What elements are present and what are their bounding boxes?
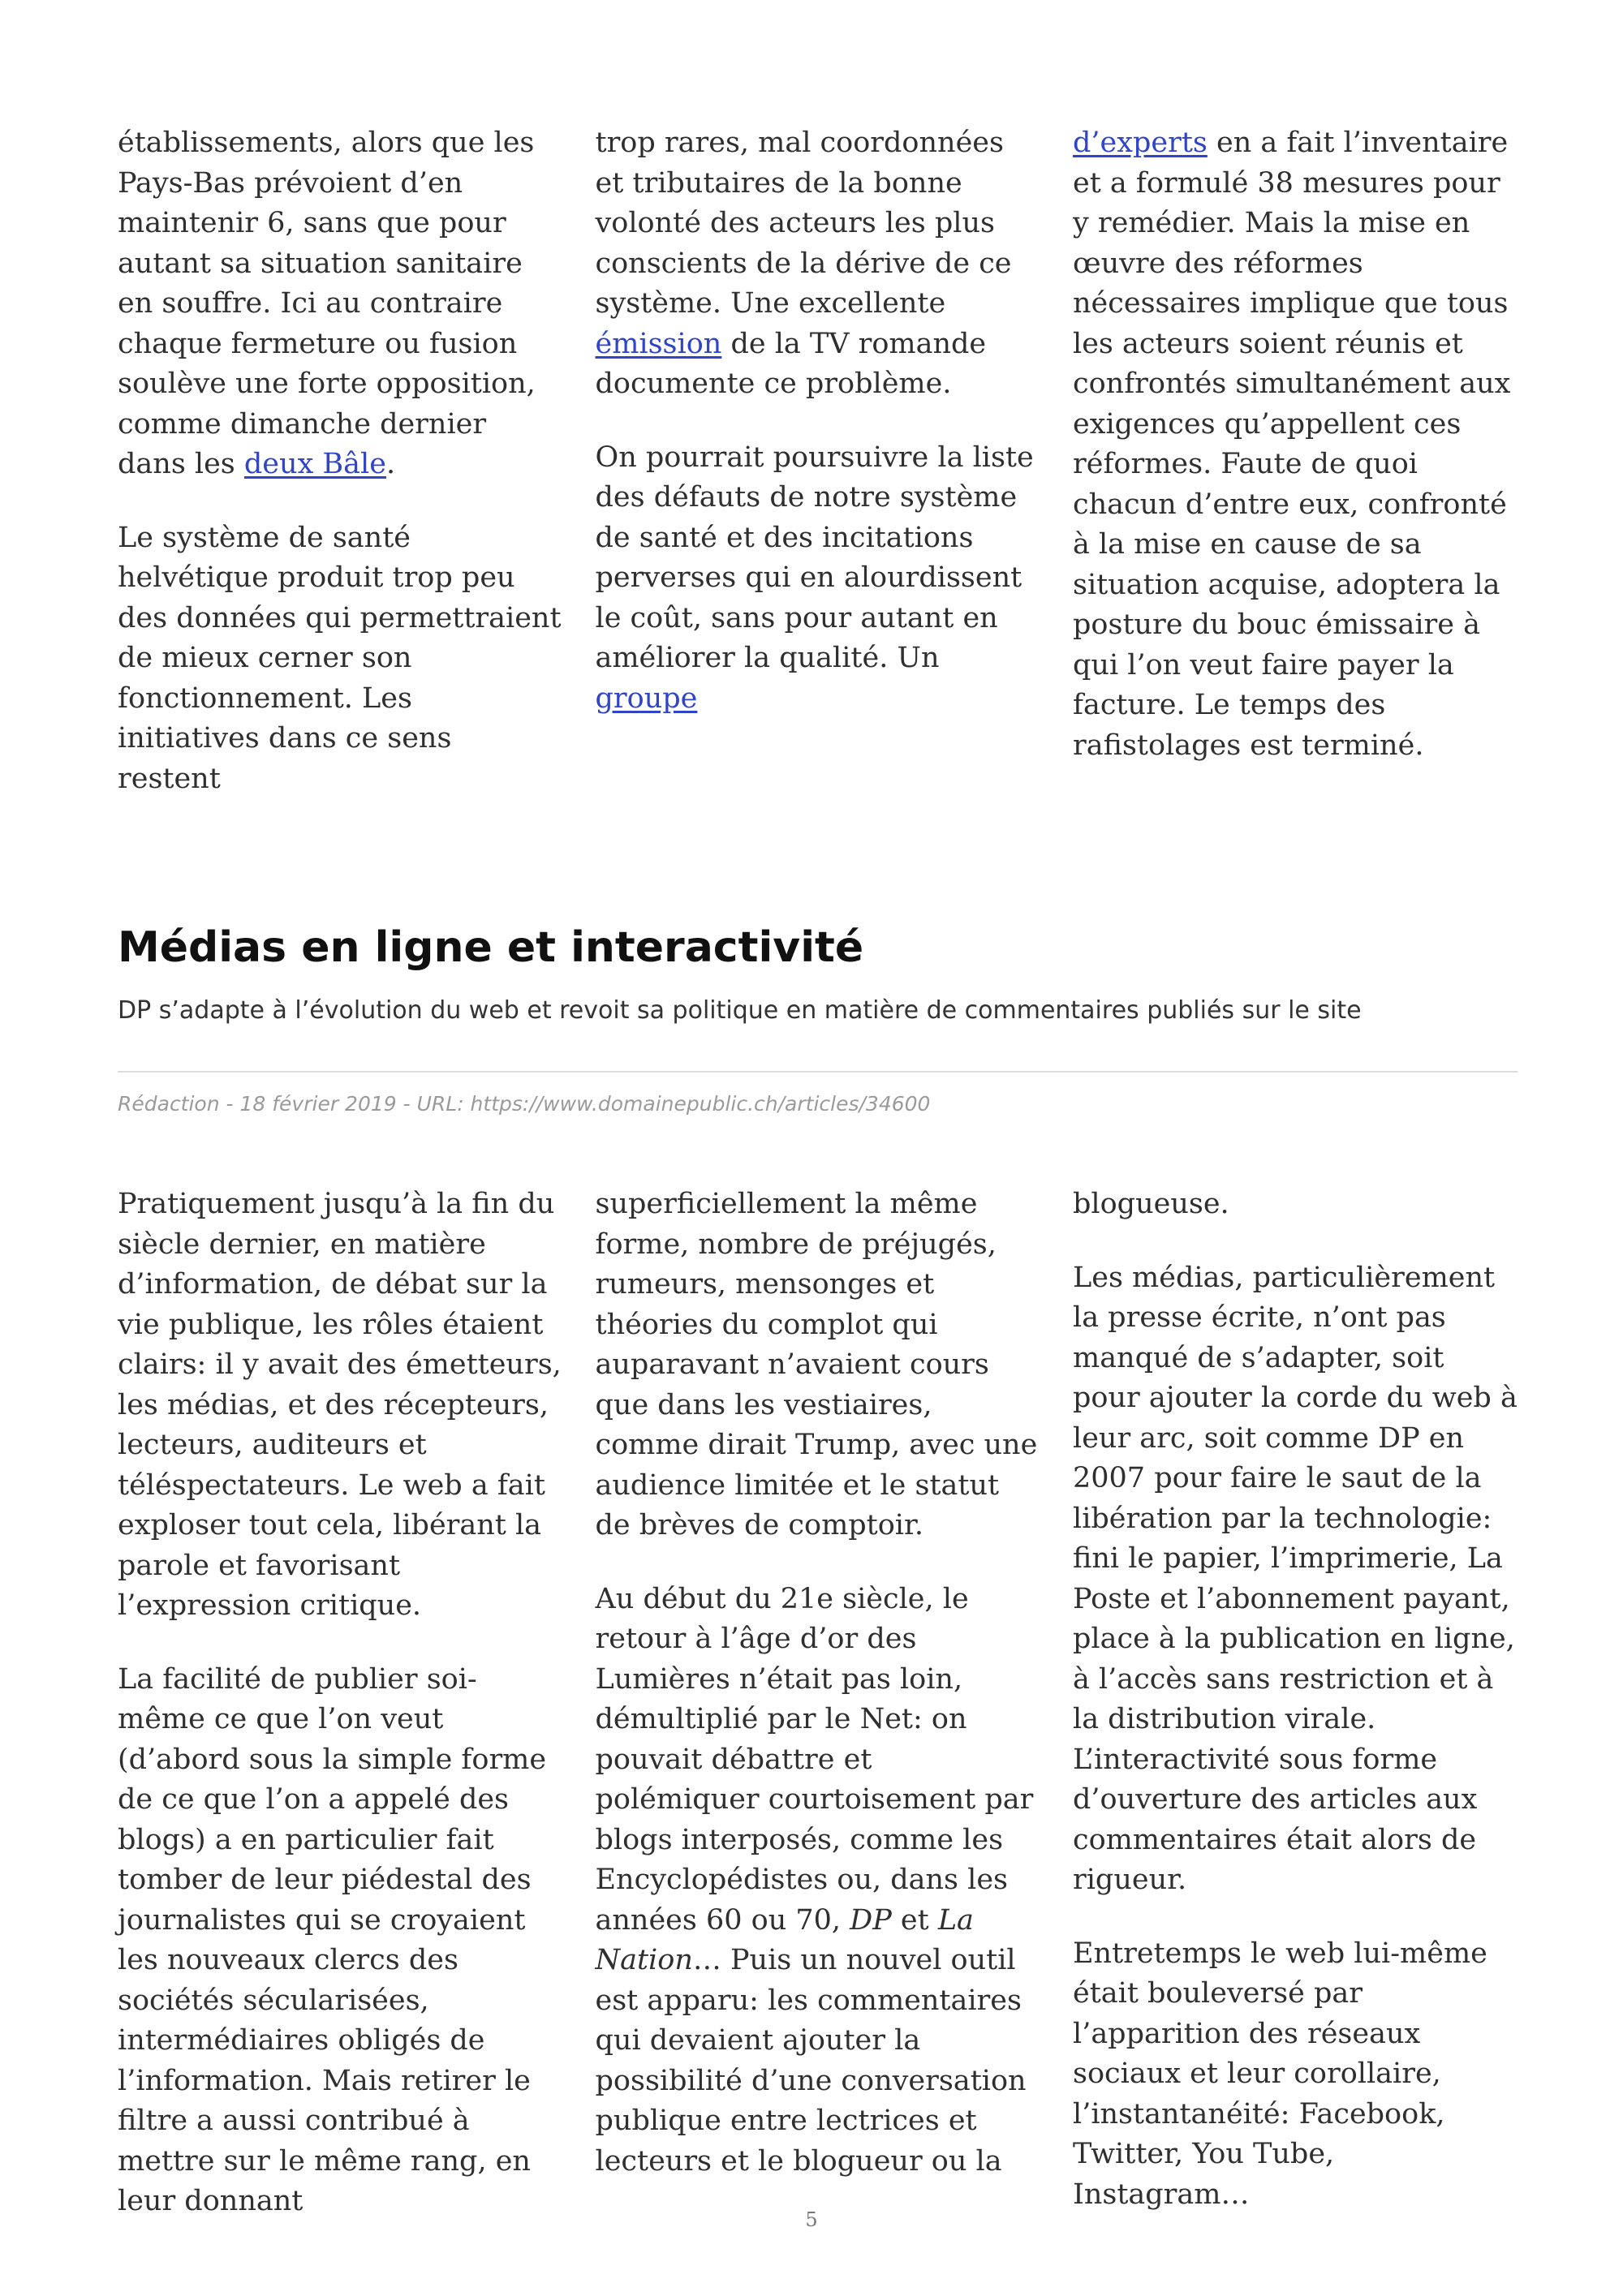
article-meta: Rédaction - 18 février 2019 - URL: https://www.domainepublic.ch/articles/34600 (118, 1092, 931, 1116)
publication-name: La Nation (595, 1903, 974, 1976)
link-deux-bale[interactable]: deux Bâle (243, 448, 386, 480)
previous-article-columns (118, 123, 1518, 799)
link-experts[interactable]: d’experts (1073, 127, 1208, 159)
divider (118, 1071, 1518, 1073)
article-title: Médias en ligne et interactivité (118, 923, 864, 972)
paragraph: Entretemps le web lui-même était bouleversé par l’apparition des réseaux sociaux et leur corollaire, l’instantanéité: Facebook, Twitter, You Tube, Instagram… (1073, 1937, 1487, 2211)
article-body-columns (118, 1185, 1518, 2222)
column-3 (1073, 123, 1518, 799)
link-emission[interactable]: émission (595, 327, 722, 360)
paragraph: d’experts en a fait l’inventaire et a formulé 38 mesures pour y remédier. Mais la mise en œuvre des réformes nécessaires implique que tous les acteurs soient réunis et confrontés simultanément aux exigences qu’appellent ces réformes. Faute de quoi chacun d’entre eux, confronté à la mise en cause de sa situation acquise, adoptera la posture du bouc émissaire à qui l’on veut faire payer la facture. Le temps des rafistolages est terminé. (1073, 127, 1511, 762)
column-1 (118, 123, 562, 799)
column-2 (596, 123, 1040, 799)
paragraph: établissements, alors que les Pays-Bas prévoient d’en maintenir 6, sans que pour autant sa situation sanitaire en souffre. Ici au contraire chaque fermeture ou fusion soulève une forte opposition, comme dimanche dernier dans les deux Bâle. (118, 127, 536, 480)
paragraph: Au début du 21e siècle, le retour à l’âge d’or des Lumières n’était pas loin, démultiplié par le Net: on pouvait débattre et polémiquer courtoisement par blogs interposés, comme les Encyclopédistes ou, dans les années 60 ou 70, DP et La Nation… Puis un nouvel outil est apparu: les commentaires qui devaient ajouter la possibilité d’une conversation publique entre lectrices et lecteurs et le blogueur ou la (595, 1582, 1034, 2178)
paragraph: Les médias, particulièrement la presse écrite, n’ont pas manqué de s’adapter, soit pour ajouter la corde du web à leur arc, soit comme DP en 2007 pour faire le saut de la libération par la technologie: fini le papier, l’imprimerie, La Poste et l’abonnement payant, place à la publication en ligne, à l’accès sans restriction et à la distribution virale. L’interactivité sous forme d’ouverture des articles aux commentaires était alors de rigueur. (1073, 1261, 1518, 1896)
column-2 (596, 1185, 1040, 2222)
paragraph: On pourrait poursuivre la liste des défauts de notre système de santé et des incitations perverses qui en alourdissent le coût, sans pour autant en améliorer la qualité. Un groupe (595, 441, 1034, 715)
paragraph: Pratiquement jusqu’à la fin du siècle dernier, en matière d’information, de débat sur la vie publique, les rôles étaient clairs: il y avait des émetteurs, les médias, et des récepteurs, lecteurs, auditeurs et téléspectateurs. Le web a fait exploser tout cela, libérant la parole et favorisant l’expression critique. (118, 1188, 562, 1622)
paragraph: La facilité de publier soi-même ce que l’on veut (d’abord sous la simple forme de ce que l’on a appelé des blogs) a en particulier fait tomber de leur piédestal des journalistes qui se croyaient les nouveaux clercs des sociétés sécularisées, intermédiaires obligés de l’information. Mais retirer le filtre a aussi contribué à mettre sur le même rang, en leur donnant (118, 1662, 547, 2217)
page-number: 5 (805, 2208, 818, 2231)
paragraph: trop rares, mal coordonnées et tributaires de la bonne volonté des acteurs les plus conscients de la dérive de ce système. Une excellente émission de la TV romande documente ce problème. (595, 127, 1012, 400)
paragraph: Le système de santé helvétique produit trop peu des données qui permettraient de mieux cerner son fonctionnement. Les initiatives dans ce sens restent (118, 521, 562, 795)
column-3 (1073, 1185, 1518, 2222)
link-groupe[interactable]: groupe (595, 681, 698, 715)
column-1 (118, 1185, 562, 2222)
paragraph: superficiellement la même forme, nombre de préjugés, rumeurs, mensonges et théories du complot qui auparavant n’avaient cours que dans les vestiaires, comme dirait Trump, avec une audience limitée et le statut de brèves de comptoir. (595, 1188, 1038, 1541)
article-subtitle: DP s’adapte à l’évolution du web et revoit sa politique en matière de commentaires publiés sur le site (118, 996, 1362, 1025)
publication-name: DP (850, 1903, 892, 1937)
paragraph: blogueuse. (1073, 1188, 1229, 1220)
